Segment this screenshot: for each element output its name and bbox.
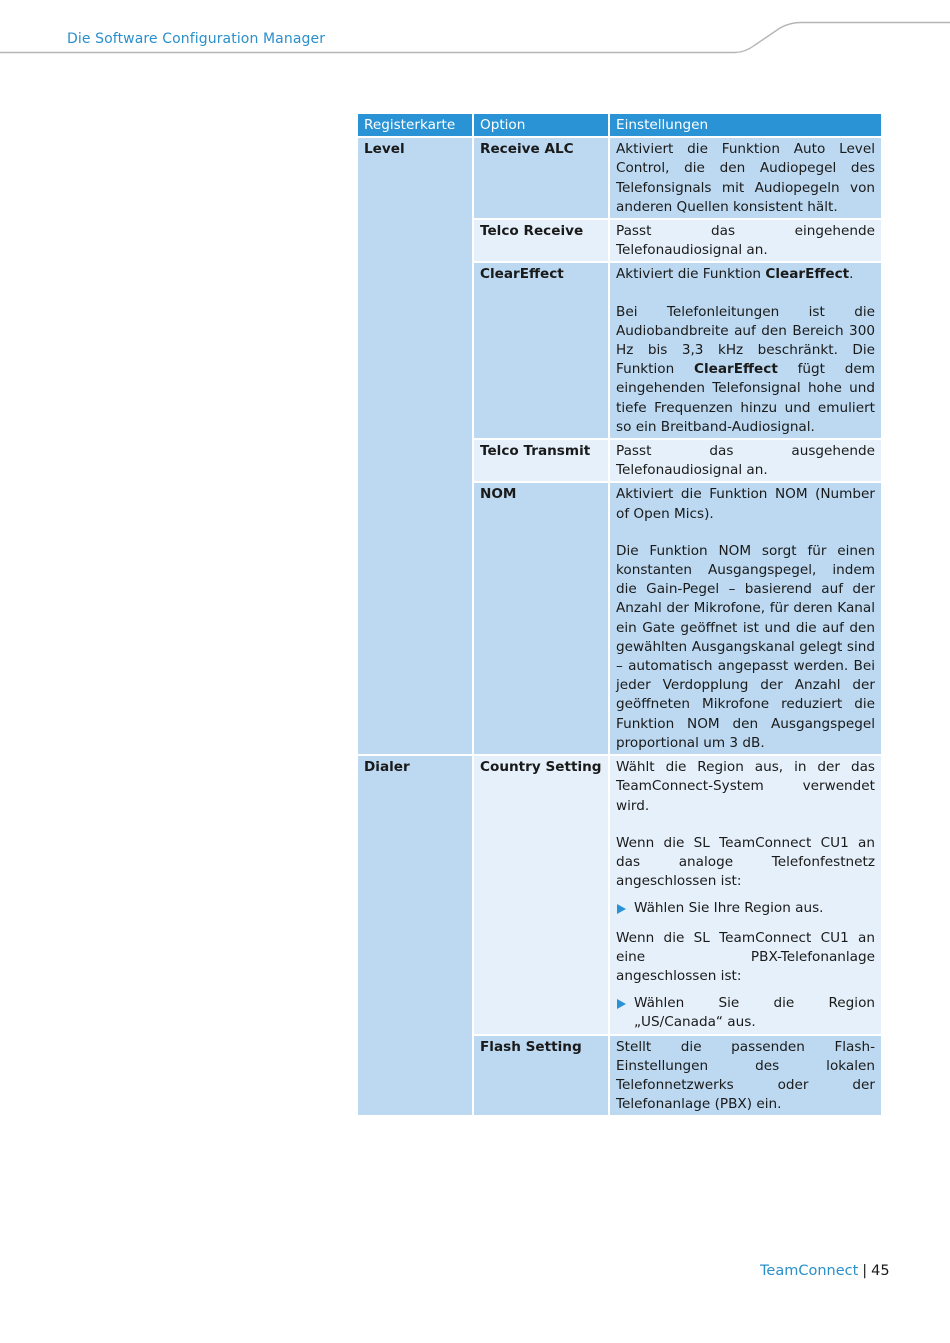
page-footer — [760, 1263, 890, 1279]
option-nom: NOM — [474, 483, 610, 756]
option-receive-alc: Receive ALC — [474, 138, 610, 220]
instruction-step: Wählen Sie Ihre Region aus. — [616, 899, 875, 918]
setting-country-setting — [610, 756, 881, 1035]
footer-separator: | — [862, 1263, 868, 1279]
setting-telco-receive — [610, 220, 881, 263]
group-cell-level: Level — [358, 138, 474, 756]
column-header-einstellungen: Einstellungen — [610, 114, 881, 138]
setting-paragraph: Wenn die SL TeamConnect CU1 an das analoge Telefonfestnetz angeschlossen ist: — [616, 834, 875, 890]
setting-paragraph: Aktiviert die Funktion ClearEffect. — [616, 266, 854, 283]
setting-paragraph: Die Funktion NOM sorgt für einen konstanten Ausgangspegel, indem die Gain-Pegel – basierend auf der Anzahl der Mikrofone, für deren Kanal ein Gate geöffnet ist und die auf den gewählten Ausgangskanal gelegt sind – automatisch angepasst werden. Bei jeder Verdopplung der Anzahl der geöffneten Mikrofone reduziert die Funktion NOM den Ausgangspegel proportional um 3 dB. — [616, 542, 875, 751]
bold-term: ClearEffect — [765, 266, 850, 283]
setting-text: Aktiviert die Funktion Auto Level Control, die den Audiopegel des Telefonsignals mit Audiopegeln von anderen Quellen konsistent hält. — [616, 141, 875, 215]
option-telco-receive: Telco Receive — [474, 220, 610, 263]
setting-text: Passt das eingehende Telefonaudiosignal an. — [616, 223, 875, 259]
instruction-step: Wählen Sie die Region „US/Canada“ aus. — [616, 994, 875, 1032]
settings-table — [358, 114, 881, 1117]
option-telco-transmit: Telco Transmit — [474, 440, 610, 483]
option-flash-setting: Flash Setting — [474, 1036, 610, 1118]
table-header-row — [358, 114, 881, 138]
page-number: 45 — [871, 1263, 890, 1279]
table-row — [358, 138, 881, 220]
table-row — [358, 756, 881, 1035]
option-cleareffect: ClearEffect — [474, 263, 610, 440]
bold-term: ClearEffect — [694, 361, 778, 378]
setting-nom — [610, 483, 881, 756]
column-header-option: Option — [474, 114, 610, 138]
page-header — [0, 0, 950, 60]
group-cell-dialer: Dialer — [358, 756, 474, 1117]
setting-text: Passt das ausgehende Telefonaudiosignal an. — [616, 443, 875, 479]
running-header-title: Die Software Configuration Manager — [67, 31, 326, 47]
setting-flash-setting — [610, 1036, 881, 1118]
column-header-registerkarte: Registerkarte — [358, 114, 474, 138]
setting-receive-alc — [610, 138, 881, 220]
setting-text: Stellt die passenden Flash-Einstellungen des lokalen Telefonnetzwerks oder der Telefonanlage (PBX) ein. — [616, 1038, 875, 1113]
triangle-right-icon — [617, 999, 626, 1009]
setting-paragraph: Aktiviert die Funktion NOM (Number of Open Mics). — [616, 486, 875, 522]
header-rule — [0, 0, 950, 60]
option-country-setting: Country Setting — [474, 756, 610, 1035]
setting-paragraph: Wählt die Region aus, in der das TeamConnect-System verwendet wird. — [616, 759, 875, 814]
setting-cleareffect — [610, 263, 881, 440]
setting-paragraph: Bei Telefonleitungen ist die Audiobandbreite auf den Bereich 300 Hz bis 3,3 kHz beschränkt. Die Funktion ClearEffect fügt dem eingehenden Telefonsignal hohe und tiefe Frequenzen hinzu und emuliert so ein Breitband-Audiosignal. — [616, 303, 875, 435]
setting-telco-transmit — [610, 440, 881, 483]
triangle-right-icon — [617, 904, 626, 914]
setting-paragraph: Wenn die SL TeamConnect CU1 an eine PBX-Telefonanlage angeschlossen ist: — [616, 929, 875, 984]
footer-brand: TeamConnect — [760, 1263, 859, 1279]
